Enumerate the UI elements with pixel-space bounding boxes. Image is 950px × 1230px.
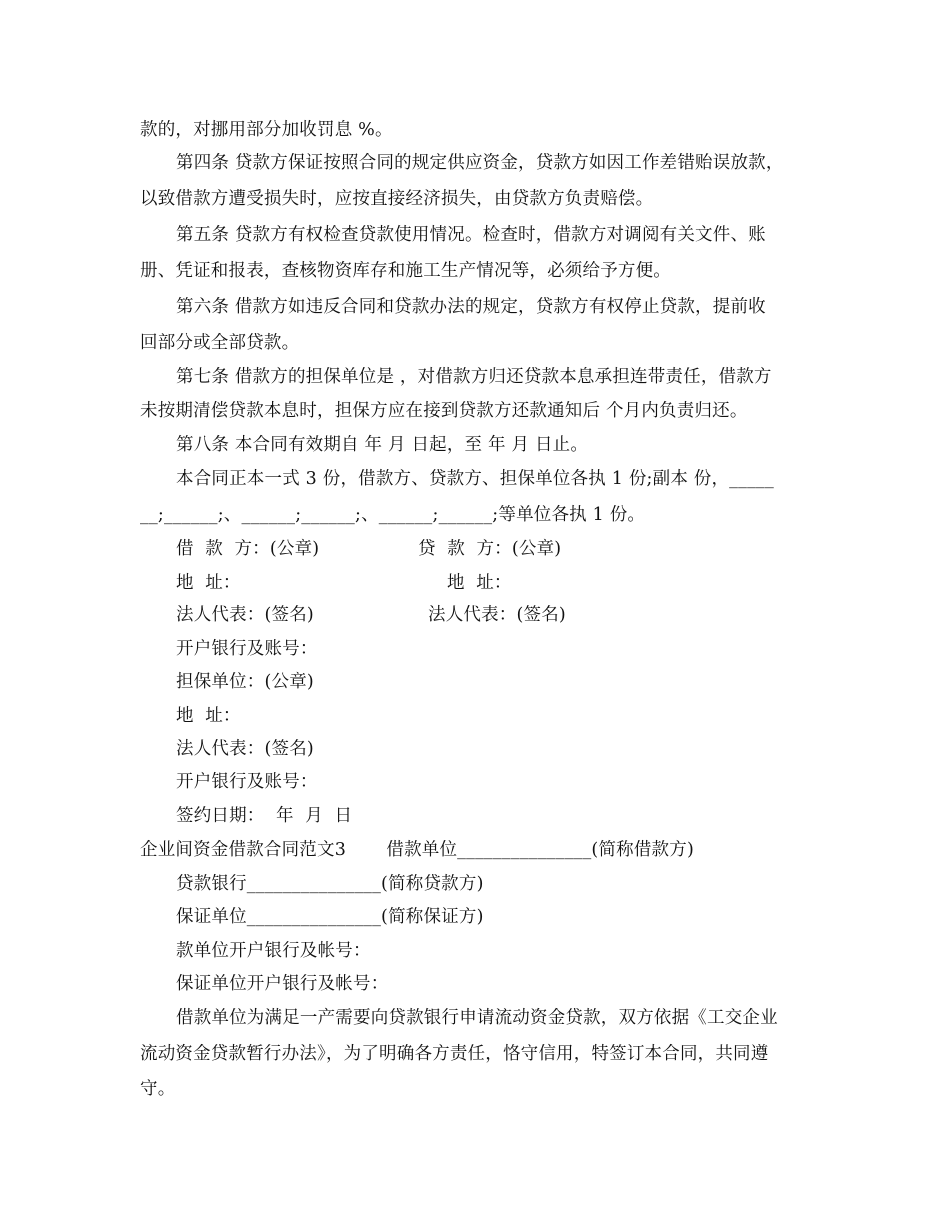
lender-rep: 法人代表：(签名) [428, 605, 566, 625]
text-line: 回部分或全部贷款。 [140, 333, 300, 353]
paragraph-line: 流动资金贷款暂行办法》，为了明确各方责任，恪守信用，特签订本合同，共同遵 [140, 1044, 769, 1064]
guarantor-bank: 开户银行及账号： [176, 772, 318, 792]
borrower-bank-line: 款单位开户银行及帐号： [176, 941, 371, 961]
borrower-rep: 法人代表：(签名) [176, 605, 314, 625]
copies-line: 本合同正本一式 3 份，借款方、贷款方、担保单位各执 1 份;副本 份，_____ [176, 469, 774, 489]
borrower-address: 地 址： [176, 573, 241, 593]
lender-seal: 贷 款 方：(公章) [418, 539, 562, 559]
guarantor-line: 保证单位_______________(简称保证方) [176, 907, 484, 927]
text-line: 册、凭证和报表，查核物资库存和施工生产情况等，必须给予方便。 [140, 261, 671, 281]
article-8: 第八条 本合同有效期自 年 月 日起，至 年 月 日止。 [176, 435, 589, 455]
article-4: 第四条 贷款方保证按照合同的规定供应资金，贷款方如因工作差错贻误放款， [176, 153, 784, 173]
copies-line-cont: __;______;、______;______;、______;______;等单位各执 1 份。 [140, 505, 646, 525]
article-6: 第六条 借款方如违反合同和贷款办法的规定，贷款方有权停止贷款，提前收 [176, 297, 766, 317]
bank-account: 开户银行及账号： [176, 639, 318, 659]
borrower-seal: 借 款 方：(公章) [176, 539, 320, 559]
paragraph-line: 守。 [140, 1079, 176, 1099]
text-line: 以致借款方遭受损失时，应按直接经济损失，由贷款方负责赔偿。 [140, 189, 654, 209]
guarantor-bank-line: 保证单位开户银行及帐号： [176, 974, 389, 994]
article-5: 第五条 贷款方有权检查贷款使用情况。检查时，借款方对调阅有关文件、账 [176, 225, 766, 245]
text-line: 款的，对挪用部分加收罚息 %。 [140, 120, 393, 140]
paragraph-line: 借款单位为满足一产需要向贷款银行申请流动资金贷款，双方依据《工交企业 [176, 1008, 778, 1028]
guarantor-rep: 法人代表：(签名) [176, 739, 314, 759]
lender-bank-line: 贷款银行_______________(简称贷款方) [176, 874, 484, 894]
article-7: 第七条 借款方的担保单位是 ，对借款方归还贷款本息承担连带责任，借款方 [176, 367, 772, 387]
guarantor-seal: 担保单位：(公章) [176, 672, 314, 692]
contract3-title: 企业间资金借款合同范文3 借款单位_______________(简称借款方) [140, 840, 694, 860]
text-line: 未按期清偿贷款本息时，担保方应在接到贷款方还款通知后 个月内负责归还。 [140, 401, 748, 421]
lender-address: 地 址： [447, 573, 512, 593]
guarantor-address: 地 址： [176, 706, 241, 726]
sign-date: 签约日期： 年 月 日 [176, 806, 353, 826]
